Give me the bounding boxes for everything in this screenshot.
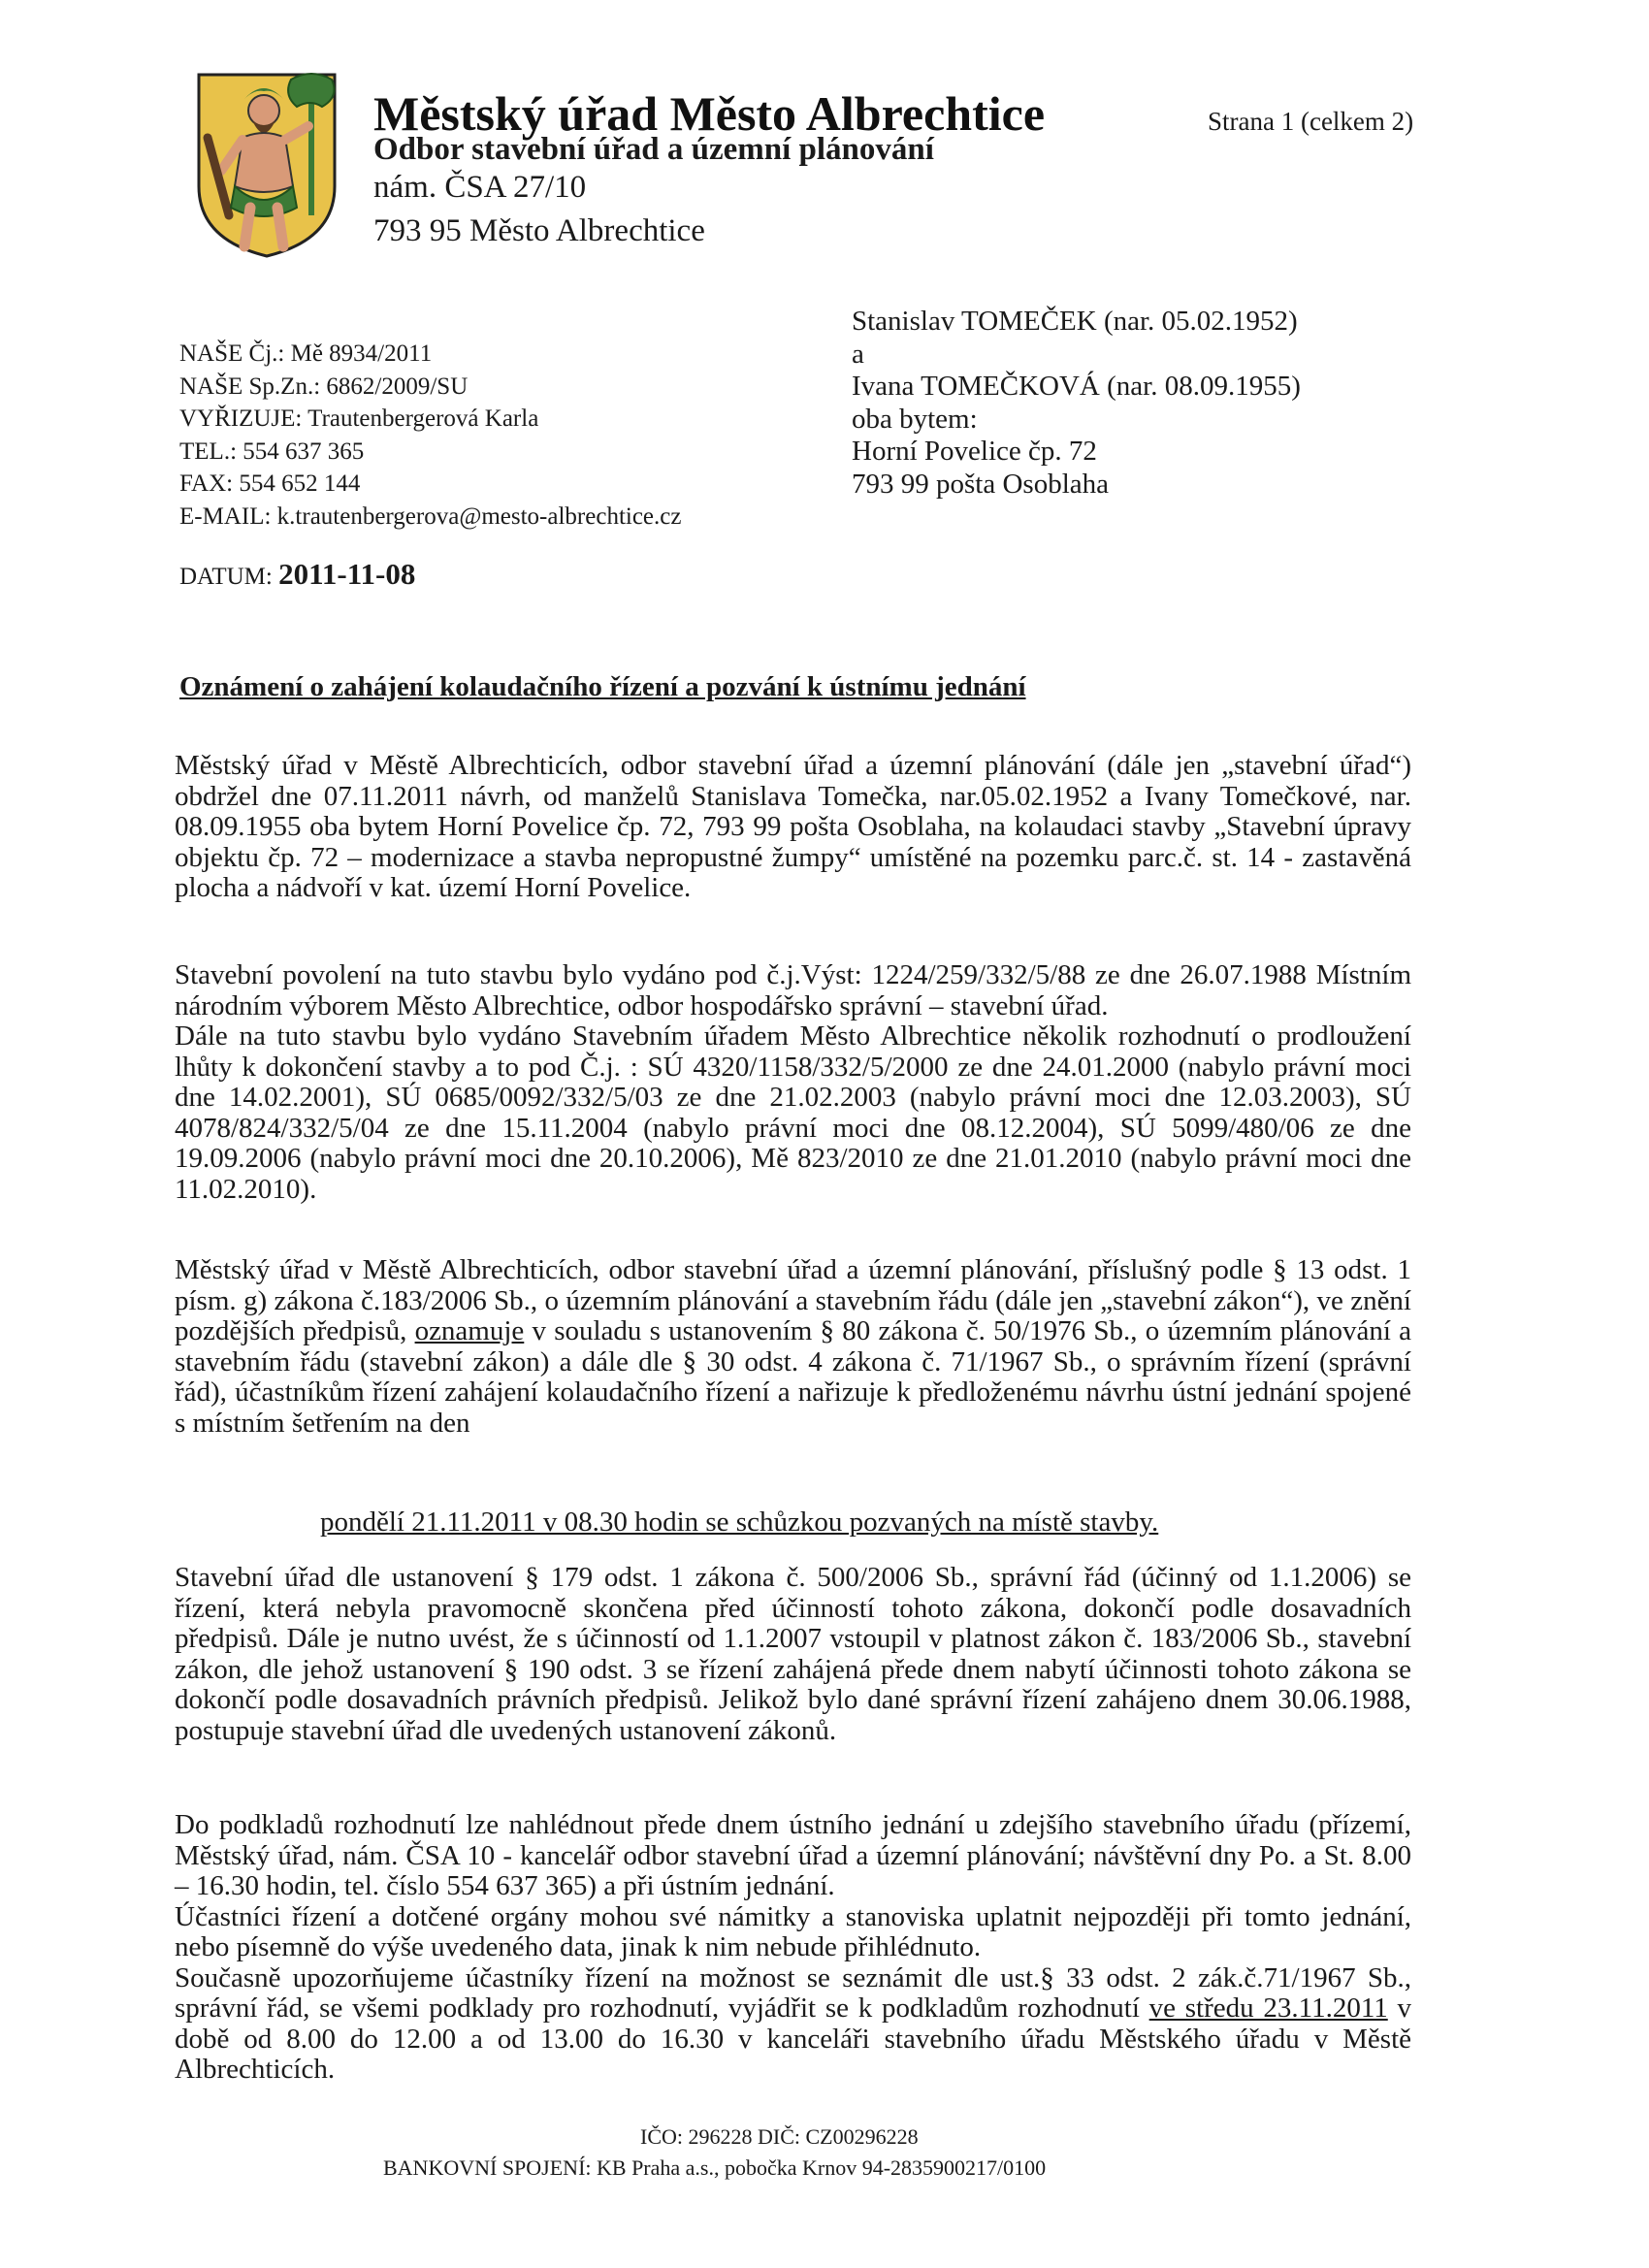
office-name: Městský úřad Město Albrechtice bbox=[373, 86, 1046, 141]
document-subject: Oznámení o zahájení kolaudačního řízení a pozvání k ústnímu jednání bbox=[179, 671, 1026, 702]
recipient-address-block bbox=[852, 306, 1301, 501]
objections-text: Účastníci řízení a dotčené orgány mohou své námitky a stanoviska uplatnit nejpozději při tomto jednání, nebo písemně do výše uvedeného data, jinak k nim nebude přihlédnuto. bbox=[175, 1900, 1411, 1962]
page-counter: Strana 1 (celkem 2) bbox=[1208, 107, 1414, 136]
inspection-date: ve středu 23.11.2011 bbox=[1148, 1993, 1388, 2024]
reference-fax: FAX: 554 652 144 bbox=[179, 470, 361, 497]
recipient-line: Stanislav TOMEČEK (nar. 05.02.1952) bbox=[852, 306, 1298, 337]
permit-text: Stavební povolení na tuto stavbu bylo vydáno pod č.j.Výst: 1224/259/332/5/88 ze dne 26.07.1988 Místním národním výborem Město Albrechtice, odbor hospodářsko správní – stavební úřad. bbox=[175, 959, 1411, 1021]
office-address-city: 793 95 Město Albrechtice bbox=[373, 213, 705, 248]
recipient-line: 793 99 pošta Osoblaha bbox=[852, 468, 1109, 500]
announcement-text-cont: v souladu s ustanovením § 80 zákona č. 50/1976 Sb., o územním plánování a stavebním řádu (stavební zákon) a dále dle § 30 odst. 4 zákona č. 71/1967 Sb., o správním řízení (správní řád), účastníkům řízení zahájení kolaudačního řízení a nařizuje k předloženému návrhu ústní jednání spojené s místním šetřením na den bbox=[175, 1315, 1412, 1439]
extension-text: Dále na tuto stavbu bylo vydáno Stavebním úřadem Město Albrechtice několik rozhodnutí o prodloužení lhůty k dokončení stavby a to pod Č.j. : SÚ 4320/1158/332/5/2000 ze dne 24.01.2000 (nabylo právní moci dne 14.02.2001), SÚ 0685/0092/332/5/03 ze dne 21.02.2003 (nabylo právní moci dne 12.03.2003), SÚ 4078/824/332/5/04 ze dne 15.11.2004 (nabylo právní moci dne 08.12.2004), SÚ 5099/480/06 ze dne 19.09.2006 (nabylo právní moci dne 20.10.2006), Mě 823/2010 ze dne 21.01.2010 (nabylo právní moci dne 11.02.2010). bbox=[175, 1021, 1411, 1205]
date-label: DATUM: bbox=[179, 564, 273, 590]
paragraph-announcement bbox=[175, 1255, 1411, 1439]
document-date bbox=[179, 557, 415, 592]
department-name: Odbor stavební úřad a územní plánování bbox=[373, 132, 934, 167]
reference-cj: NAŠE Čj.: Mě 8934/2011 bbox=[179, 340, 433, 367]
notice-text: Současně upozorňujeme účastníky řízení na možnost se seznámit dle ust.§ 33 odst. 2 zák.č.71/1967 Sb., správní řád, se všemi podklady pro rozhodnutí, vyjádřit se k podkladům rozhodnutí ve středu 23.11.2011 v době od 8.00 do 12.00 a od 13.00 do 16.30 v kanceláři stavebního úřadu Městského úřadu v Městě Albrechticích. bbox=[175, 1961, 1412, 2085]
announcement-verb: oznamuje bbox=[414, 1315, 525, 1346]
reference-spzn: NAŠE Sp.Zn.: 6862/2009/SU bbox=[179, 373, 469, 400]
reference-block bbox=[179, 338, 681, 533]
date-value: 2011-11-08 bbox=[278, 557, 416, 591]
office-address-street: nám. ČSA 27/10 bbox=[373, 170, 587, 205]
recipient-line: Ivana TOMEČKOVÁ (nar. 08.09.1955) bbox=[852, 371, 1301, 402]
footer-company-ids: IČO: 296228 DIČ: CZ00296228 bbox=[640, 2124, 919, 2149]
announcement-text: Městský úřad v Městě Albrechticích, odbor stavební úřad a územní plánování, příslušný podle § 13 odst. 1 písm. g) zákona č.183/2006 Sb., o územním plánování a stavebním řádu (dále jen „stavební zákon“), ve znění pozdějších předpisů, bbox=[175, 1254, 1411, 1346]
paragraph-permits bbox=[175, 960, 1411, 1205]
paragraph-instructions bbox=[175, 1810, 1411, 2086]
reference-email: E-MAIL: k.trautenbergerova@mesto-albrechtice.cz bbox=[179, 502, 682, 530]
hearing-appointment: pondělí 21.11.2011 v 08.30 hodin se schůzkou pozvaných na místě stavby. bbox=[320, 1507, 1159, 1538]
footer-bank-details: BANKOVNÍ SPOJENÍ: KB Praha a.s., pobočka Krnov 94-2835900217/0100 bbox=[383, 2155, 1047, 2180]
coat-of-arms-logo bbox=[194, 70, 340, 260]
reference-handler: VYŘIZUJE: Trautenbergerová Karla bbox=[179, 405, 539, 432]
reference-phone: TEL.: 554 637 365 bbox=[179, 437, 365, 465]
recipient-line: oba bytem: bbox=[852, 403, 978, 435]
recipient-line: a bbox=[852, 338, 864, 370]
recipient-line: Horní Povelice čp. 72 bbox=[852, 436, 1097, 467]
paragraph-legal-basis: Stavební úřad dle ustanovení § 179 odst. 1 zákona č. 500/2006 Sb., správní řád (účinný od 1.1.2006) se řízení, která nebyla pravomocně skončena před účinností tohoto zákona, dokončí podle dosavadních předpisů. Dále je nutno uvést, že s účinností od 1.1.2007 vstoupil v platnost zákon č. 183/2006 Sb., stavební zákon, dle jehož ustanovení § 190 odst. 3 se řízení zahájená přede dnem nabytí účinnosti tohoto zákona se dokončí podle dosavadních právních předpisů. Jelikož bylo dané správní řízení zahájeno dnem 30.06.1988, postupuje stavební úřad dle uvedených ustanovení zákonů. bbox=[175, 1562, 1411, 1746]
inspection-text: Do podkladů rozhodnutí lze nahlédnout přede dnem ústního jednání u zdejšího stavebního úřadu (přízemí, Městský úřad, nám. ČSA 10 - kancelář odbor stavební úřad a územní plánování; návštěvní dny Po. a St. 8.00 – 16.30 hodin, tel. číslo 554 637 365) a při ústním jednání. bbox=[175, 1809, 1411, 1901]
paragraph-application: Městský úřad v Městě Albrechticích, odbor stavební úřad a územní plánování (dále jen „stavební úřad“) obdržel dne 07.11.2011 návrh, od manželů Stanislava Tomečka, nar.05.02.1952 a Ivany Tomečkové, nar. 08.09.1955 oba bytem Horní Povelice čp. 72, 793 99 pošta Osoblaha, na kolaudaci stavby „Stavební úpravy objektu čp. 72 – modernizace a stavba nepropustné žumpy“ umístěné na pozemku parc.č. st. 14 - zastavěná plocha a nádvoří v kat. území Horní Povelice. bbox=[175, 750, 1411, 903]
